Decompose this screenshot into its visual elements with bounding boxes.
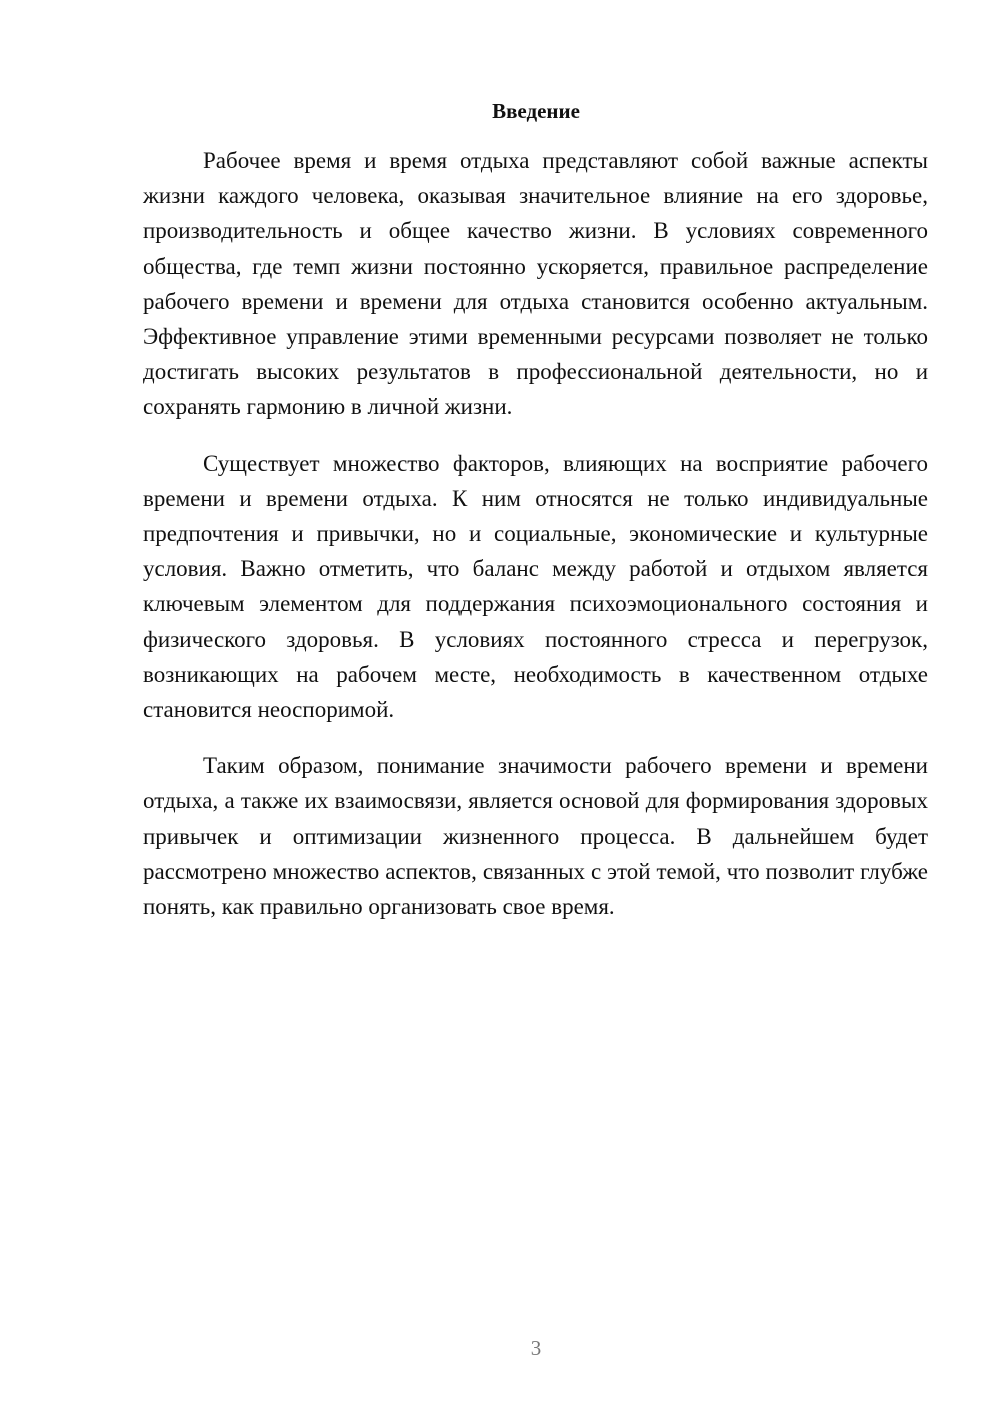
page-number: 3	[530, 1336, 542, 1360]
paragraph-2: Существует множество факторов, влияющих на восприятие рабочего времени и времени отдыха. К ним относятся не только индивидуальные предпочтения и привычки, но и социальные, экономические и культурные условия. Важно отметить, что баланс между работой и отдыхом является ключевым элементом для поддержания психоэмоционального состояния и физического здоровья. В условиях постоянного стресса и перегрузок, возникающих на рабочем месте, необходимость в качественном отдыхе становится неоспоримой.	[143, 450, 928, 723]
paragraph-3: Таким образом, понимание значимости рабочего времени и времени отдыха, а также их взаимосвязи, является основой для формирования здоровых привычек и оптимизации жизненного процесса. В дальнейшем будет рассмотрено множество аспектов, связанных с этой темой, что позволит глубже понять, как правильно организовать свое время.	[143, 753, 928, 920]
paragraph-1: Рабочее время и время отдыха представляют собой важные аспекты жизни каждого человека, оказывая значительное влияние на его здоровье, производительность и общее качество жизни. В условиях современного общества, где темп жизни постоянно ускоряется, правильное распределение рабочего времени и времени для отдыха становится особенно актуальным. Эффективное управление этими временными ресурсами позволяет не только достигать высоких результатов в профессиональной деятельности, но и сохранять гармонию в личной жизни.	[143, 148, 928, 420]
section-heading: Введение	[492, 99, 580, 123]
body-text	[143, 143, 928, 945]
